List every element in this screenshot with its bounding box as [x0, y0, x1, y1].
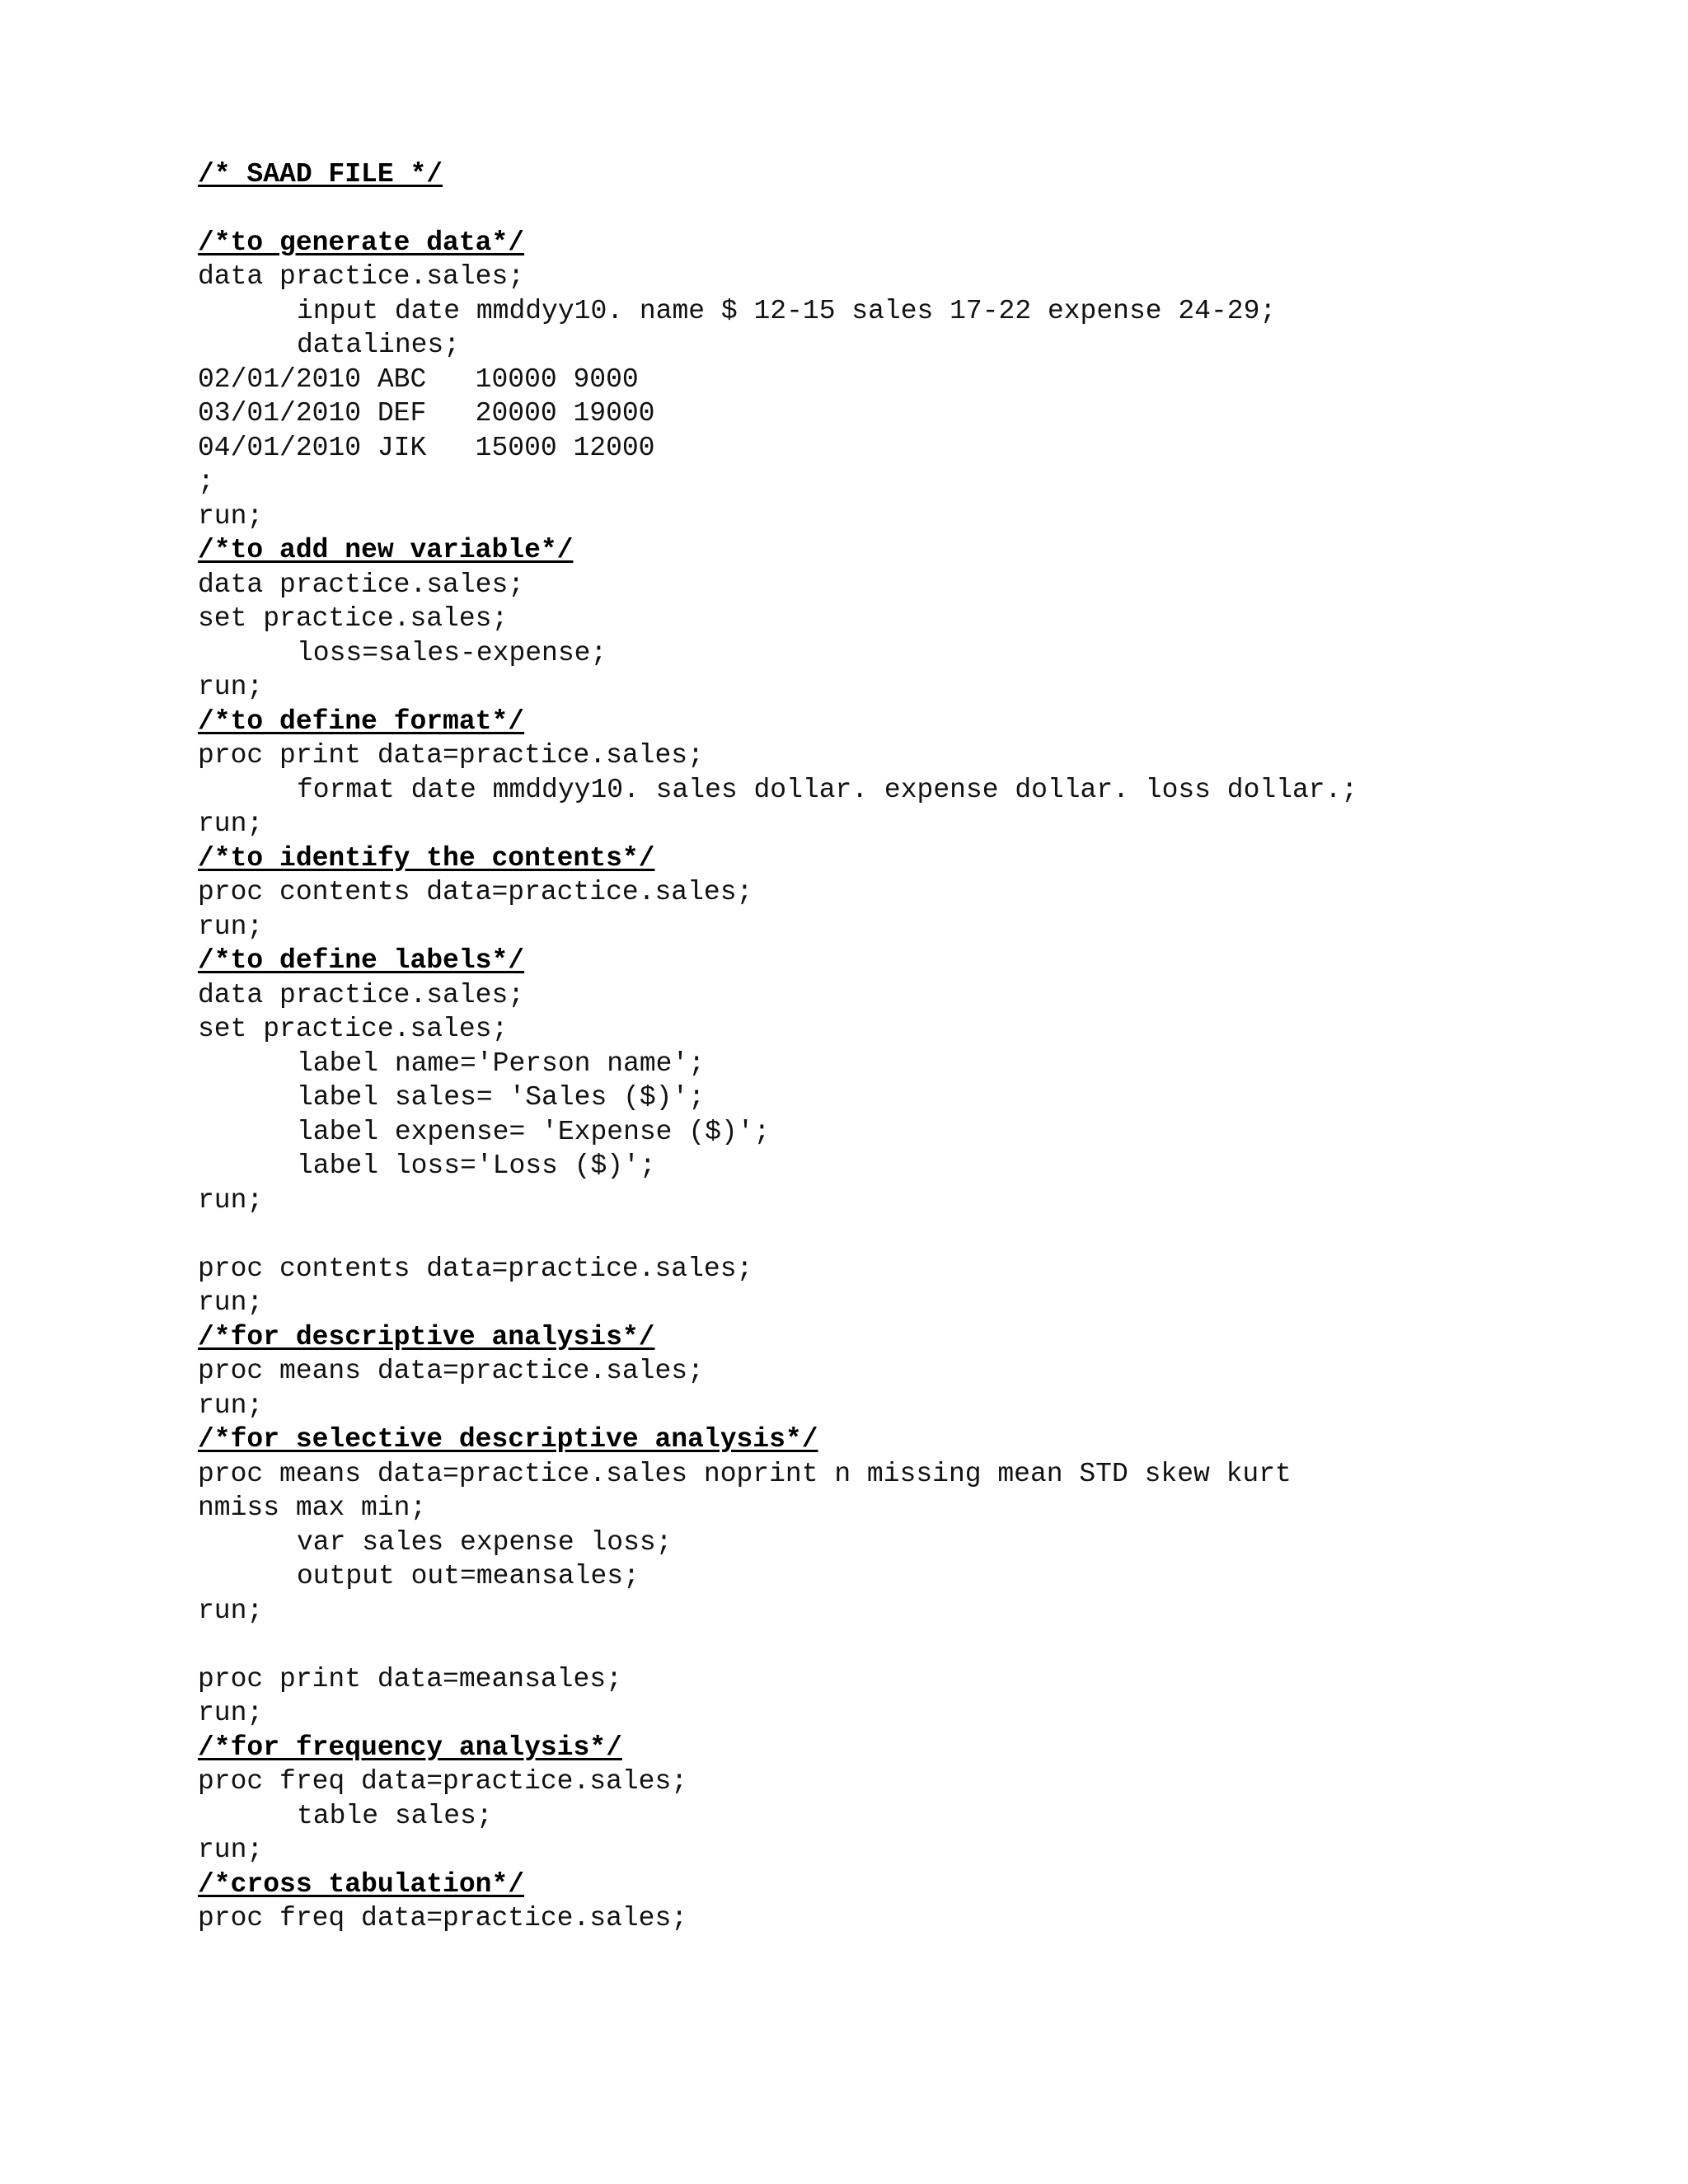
code-line: var sales expense loss;: [297, 1526, 673, 1558]
code-line: proc print data=practice.sales;: [198, 740, 704, 771]
section-comment: /*to define format*/: [198, 705, 525, 737]
code-sections: [198, 226, 1566, 1936]
code-line: proc contents data=practice.sales;: [198, 877, 753, 907]
code-line: datalines;: [297, 330, 461, 360]
code-line: label expense= 'Expense ($)';: [297, 1116, 771, 1147]
code-line: label loss='Loss ($)';: [297, 1151, 656, 1181]
code-line: run;: [198, 1835, 264, 1865]
code-line: label name='Person name';: [297, 1047, 706, 1079]
code-line: 04/01/2010 JIK 15000 12000: [198, 432, 655, 463]
code-line: run;: [198, 911, 264, 942]
code-line: label sales= 'Sales ($)';: [297, 1082, 706, 1113]
document-title: /* SAAD FILE */: [198, 159, 443, 190]
code-line: output out=meansales;: [297, 1561, 640, 1591]
section-comment: /*to define labels*/: [198, 945, 525, 976]
section-comment: /*to generate data*/: [198, 227, 525, 258]
code-line: input date mmddyy10. name $ 12-15 sales 17-22 expense 24-29;: [297, 295, 1277, 326]
code-line: proc means data=practice.sales;: [198, 1356, 704, 1386]
code-line: data practice.sales;: [198, 261, 525, 292]
section-comment: /*for frequency analysis*/: [198, 1732, 622, 1763]
code-line: run;: [198, 500, 264, 532]
section-comment: /*for descriptive analysis*/: [198, 1321, 655, 1352]
code-line: proc freq data=practice.sales;: [198, 1766, 688, 1797]
code-line: table sales;: [297, 1800, 493, 1831]
code-line: format date mmddyy10. sales dollar. expense dollar. loss dollar.;: [297, 774, 1358, 805]
code-line: run;: [198, 1390, 264, 1421]
code-line: run;: [198, 1287, 264, 1318]
code-line: loss=sales-expense;: [297, 637, 607, 668]
code-line: data practice.sales;: [198, 569, 525, 600]
code-line: set practice.sales;: [198, 603, 509, 634]
code-line: ;: [198, 466, 214, 497]
blank-line: [198, 1217, 1566, 1252]
code-line: set practice.sales;: [198, 1014, 509, 1044]
section-comment: /*to identify the contents*/: [198, 842, 655, 874]
code-line: proc contents data=practice.sales;: [198, 1253, 753, 1284]
section-comment: /*to add new variable*/: [198, 535, 574, 565]
code-line: run;: [198, 1184, 264, 1216]
code-line: run;: [198, 808, 264, 839]
title-spacer: [198, 191, 1566, 226]
code-line: run;: [198, 1595, 264, 1626]
code-line: proc freq data=practice.sales;: [198, 1903, 688, 1933]
section-comment: /*cross tabulation*/: [198, 1868, 525, 1900]
code-line: 02/01/2010 ABC 10000 9000: [198, 363, 639, 395]
code-line: run;: [198, 1698, 264, 1728]
section-comment: /*for selective descriptive analysis*/: [198, 1424, 818, 1455]
code-line: data practice.sales;: [198, 979, 525, 1010]
code-line: nmiss max min;: [198, 1493, 427, 1523]
code-line: 03/01/2010 DEF 20000 19000: [198, 398, 655, 429]
code-line: proc print data=meansales;: [198, 1663, 622, 1694]
code-line: run;: [198, 672, 264, 702]
code-document: [198, 158, 1566, 1936]
blank-line: [198, 1628, 1566, 1662]
code-line: proc means data=practice.sales noprint n missing mean STD skew kurt: [198, 1458, 1292, 1489]
